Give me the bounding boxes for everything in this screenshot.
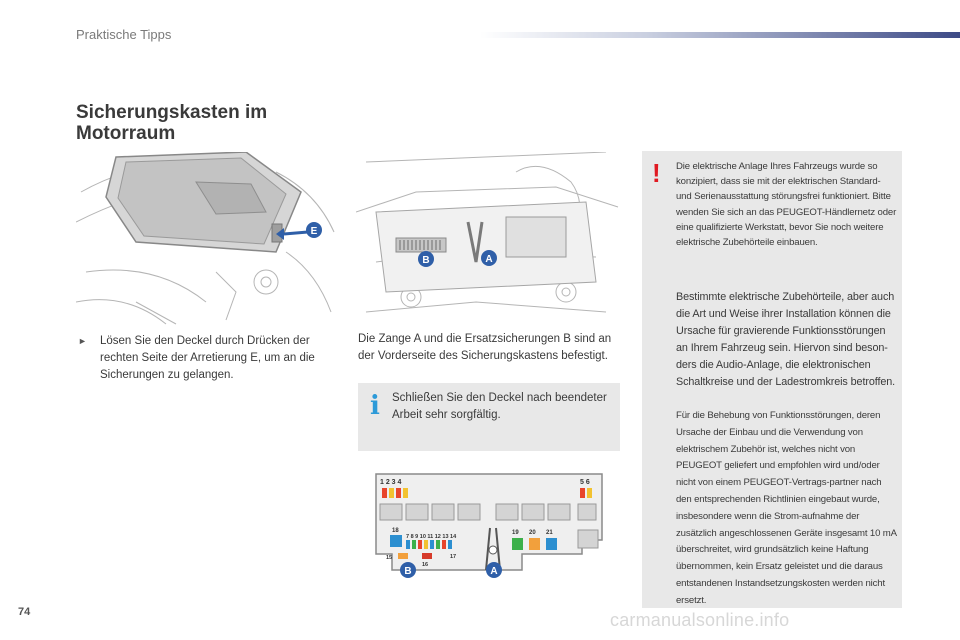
fuse-label-16: 16 [422,562,429,568]
marker-b-label: B [422,255,430,266]
warning-paragraph-2: Bestimmte elektrische Zubehörteile, aber auch die Art und Weise ihrer Installation können die Ursache für gravierende Funktionsstörungen an Ihrem Fahrzeug sein. Hiervon sind beson-ders die Audio-Anlage, die elektronischen Schaltkreise und der Ladestromkreis betroffen. [676,291,896,388]
fuse-marker-a: A [490,566,498,577]
warning-paragraph-1: Die elektrische Anlage Ihres Fahrzeugs wurde so konzipiert, dass sie mit der elektrischen Standard- und Serienausstattung störungsfrei funktioniert. Bitte wenden Sie sich an das PEUGEOT-Händlernetz oder eine qualifizierte Werkstatt, bevor Sie noch weitere elektrische Zubehörteile einbauen. [676,161,897,249]
warning-paragraph-3: Für die Behebung von Funktionsstörungen, deren Ursache der Einbau und die Verwendung von elektrischem Zubehör ist, welches nicht von PEUGEOT geliefert und empfohlen wird und/oder nicht von einem PEUGEOT-Vertrags-partner nach den entsprechenden Richtlinien eingebaut wurde, insbesondere wenn die Strom-aufnahme der zusätzlich angeschlossenen Geräte insgesamt 10 mA überschreitet, wird grundsätzlich keine Haftung übernommen, kein Ersatz geleistet und die daraus entstandenen Instandsetzungskosten werden nicht ersetzt. [676,410,897,606]
fuse-label-7-14: 7 8 9 10 11 12 13 14 [406,534,457,540]
info-icon: i [370,391,380,421]
warning-icon: ! [652,158,661,188]
fuse-label-20: 20 [529,530,536,536]
fuse-marker-b: B [404,566,412,577]
fuse-label-15: 15 [386,555,393,561]
page-number: 74 [18,606,31,618]
watermark: carmanualsonline.info [610,610,790,630]
header-title: Praktische Tipps [76,27,172,42]
marker-a-label: A [485,254,493,265]
step-text: Lösen Sie den Deckel durch Drücken der rechten Seite der Arretierung E, um an die Sicherungen zu gelangen. [100,335,315,381]
section-title: Sicherungskasten im Motorraum [76,102,268,144]
engine-fusebox-cover-figure [76,152,336,325]
tweezers-note: Die Zange A und die Ersatzsicherungen B sind an der Vorderseite des Sicherungskastens befestigt. [358,333,612,362]
fuse-label-17: 17 [450,554,457,560]
fuse-label-19: 19 [512,530,519,536]
fuse-label-21: 21 [546,530,553,536]
open-fusebox-figure [356,152,620,325]
fuse-label-18: 18 [392,528,399,534]
info-text: Schließen Sie den Deckel nach beendeter Arbeit sehr sorgfältig. [392,392,607,421]
fuse-numbers-top-right: 5 6 [580,479,590,486]
step-bullet-icon: ► [78,336,87,346]
fuse-layout-diagram [372,470,608,580]
marker-e-label: E [310,226,318,237]
fuse-numbers-top-left: 1 2 3 4 [380,479,402,486]
header-bar [480,32,960,38]
